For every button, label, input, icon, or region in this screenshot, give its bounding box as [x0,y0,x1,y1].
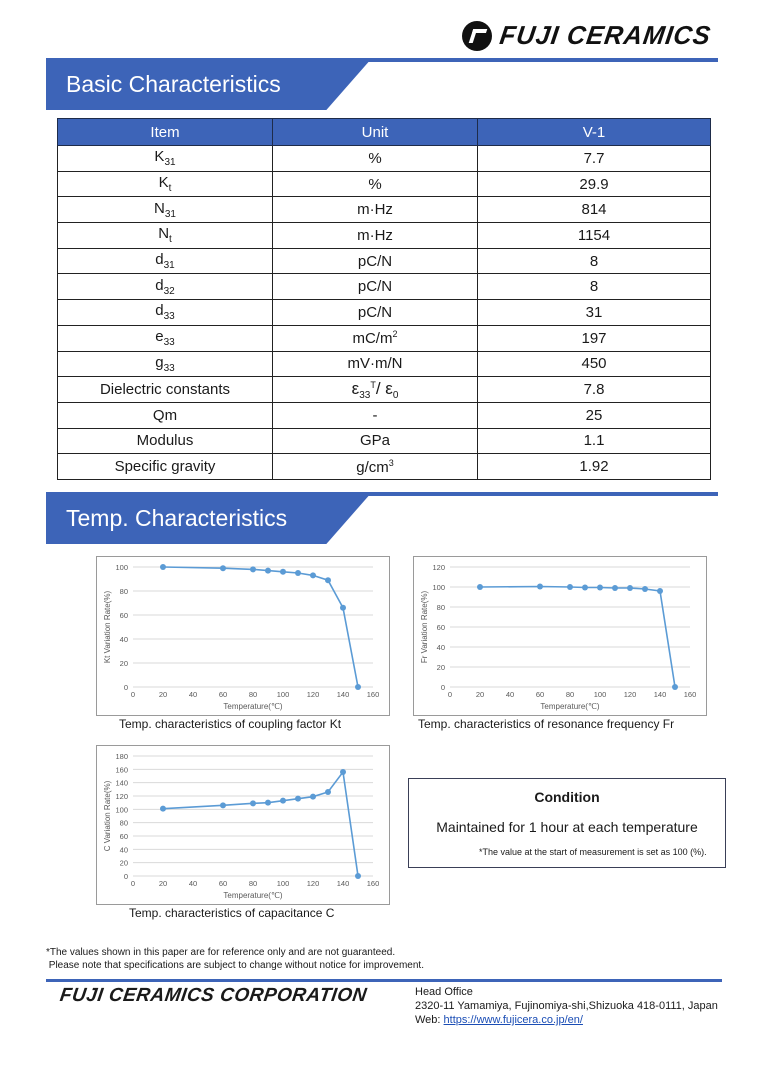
temp-section-header [46,492,718,544]
x-tick-label: 80 [565,690,575,699]
x-axis-label: Temperature(℃) [540,702,600,711]
cell-item: Qm [58,402,273,428]
table-row [58,248,711,274]
x-tick-label: 120 [306,690,320,699]
data-point [310,572,316,578]
x-tick-label: 160 [366,879,380,888]
y-tick-label: 160 [115,765,128,775]
x-tick-label: 40 [188,879,198,888]
table-row [58,146,711,172]
data-point [537,584,543,590]
x-tick-label: 80 [248,690,258,699]
data-point [310,794,316,800]
data-point [672,684,678,690]
y-tick-label: 0 [440,683,445,692]
company-logo [462,20,715,51]
cell-value: 25 [478,402,711,428]
x-tick-label: 0 [130,690,136,699]
cell-unit: m·Hz [273,223,478,249]
cell-value: 1.1 [478,428,711,454]
condition-title: Condition [534,789,600,805]
data-point [582,585,588,591]
cell-value: 1154 [478,223,711,249]
y-tick-label: 100 [115,805,128,815]
cell-item: $d_{32}$ [58,274,273,300]
data-point [597,585,603,591]
corporation-name: FUJI CERAMICS CORPORATION [58,985,369,1006]
fr-chart [413,556,707,716]
cell-item: $N_t$ [58,223,273,249]
logo-text: FUJI CERAMICS [497,20,714,50]
y-tick-label: 80 [119,818,128,828]
x-tick-label: 20 [158,879,168,888]
table-row [58,197,711,223]
spec-table [57,118,711,480]
table-row [58,454,711,480]
fr-chart-caption: Temp. characteristics of resonance frequency Fr [418,717,675,731]
x-tick-label: 40 [505,690,515,699]
x-tick-label: 140 [336,690,350,699]
data-point [280,798,286,804]
y-tick-label: 0 [123,872,128,881]
x-tick-label: 80 [248,879,258,888]
data-point [340,769,346,775]
data-point [295,796,301,802]
data-point [280,569,286,575]
data-point [220,565,226,571]
cell-value: 7.8 [478,377,711,403]
cell-item: $N_{31}$ [58,197,273,223]
x-tick-label: 20 [158,690,168,699]
cell-item: $K_t$ [58,171,273,197]
cell-unit: pC/N [273,248,478,274]
y-tick-label: 40 [436,643,445,652]
y-tick-label: 0 [123,683,128,692]
y-tick-label: 20 [119,659,128,668]
condition-body: Maintained for 1 hour at each temperature [436,819,698,835]
c-chart-svg [97,746,389,904]
data-point [160,564,166,570]
x-tick-label: 100 [593,690,607,699]
table-header-row [58,119,711,146]
x-tick-label: 0 [447,690,453,699]
basic-section-header [46,58,718,110]
cell-item: Specific gravity [58,454,273,480]
data-point [295,570,301,576]
table-row [58,223,711,249]
footer-rule [46,979,722,982]
table-row [58,377,711,403]
y-tick-label: 140 [115,778,128,788]
data-point [160,806,166,812]
cell-value: 197 [478,325,711,351]
series-line [480,587,675,688]
x-tick-label: 60 [218,879,228,888]
x-tick-label: 20 [475,690,485,699]
data-point [355,684,361,690]
x-axis-label: Temperature(℃) [223,702,283,711]
x-tick-label: 120 [623,690,637,699]
y-tick-label: 100 [115,563,128,572]
basic-section-title: Basic Characteristics [66,71,281,97]
cell-item: Modulus [58,428,273,454]
cell-value: 7.7 [478,146,711,172]
fr-chart-svg [414,557,706,715]
y-tick-label: 100 [432,583,445,592]
cell-item: $d_{31}$ [58,248,273,274]
cell-unit: % [273,146,478,172]
kt-chart [96,556,390,716]
data-point [325,789,331,795]
table-row [58,402,711,428]
col-header-unit: Unit [273,119,478,146]
x-tick-label: 160 [366,690,380,699]
data-point [477,584,483,590]
address-line: 2320-11 Yamamiya, Fujinomiya-shi,Shizuoka 418-0111, Japan [415,1000,718,1012]
series-line [163,567,358,687]
cell-value: 29.9 [478,171,711,197]
x-tick-label: 160 [683,690,697,699]
cell-unit: $g/cm^3$ [273,454,478,480]
table-row [58,428,711,454]
cell-unit: - [273,402,478,428]
cell-item: $e_{33}$ [58,325,273,351]
data-point [627,585,633,591]
x-tick-label: 100 [276,879,290,888]
cell-item: Dielectric constants [58,377,273,403]
cell-unit: % [273,171,478,197]
y-tick-label: 20 [436,663,445,672]
y-axis-label: C Variation Rate(%) [103,780,112,852]
x-axis-label: Temperature(℃) [223,891,283,900]
temp-section-title: Temp. Characteristics [66,505,288,531]
cell-unit: pC/N [273,300,478,326]
cell-unit: mV·m/N [273,351,478,377]
x-tick-label: 140 [336,879,350,888]
table-row [58,274,711,300]
data-point [657,588,663,594]
office-label: Head Office [415,986,473,998]
y-tick-label: 20 [119,858,128,868]
y-tick-label: 180 [115,752,128,761]
x-tick-label: 140 [653,690,667,699]
data-point [265,568,271,574]
data-point [325,577,331,583]
data-point [265,800,271,806]
cell-unit: $mC/m^2$ [273,325,478,351]
table-row [58,351,711,377]
x-tick-label: 120 [306,879,320,888]
cell-item: $g_{33}$ [58,351,273,377]
disclaimer [46,946,424,972]
cell-value: 1.92 [478,454,711,480]
head-office-address [415,985,718,1027]
y-tick-label: 40 [119,635,128,644]
cell-unit: pC/N [273,274,478,300]
disclaimer-line-1: *The values shown in this paper are for reference only and are not guaranteed. [46,947,396,958]
c-chart [96,745,390,905]
data-point [355,873,361,879]
cell-value: 8 [478,248,711,274]
x-tick-label: 60 [535,690,545,699]
y-tick-label: 60 [436,623,445,632]
kt-chart-caption: Temp. characteristics of coupling factor Kt [119,717,342,731]
cell-unit: GPa [273,428,478,454]
table-row [58,300,711,326]
y-tick-label: 120 [432,563,445,572]
y-tick-label: 60 [119,832,128,841]
logo-mark-icon [462,21,492,51]
x-tick-label: 40 [188,690,198,699]
y-tick-label: 60 [119,611,128,620]
data-point [340,605,346,611]
web-line [415,1013,718,1027]
condition-box [408,778,726,868]
cell-item: $d_{33}$ [58,300,273,326]
y-tick-label: 80 [436,603,445,612]
data-point [250,566,256,572]
data-point [612,585,618,591]
web-label: Web: [415,1014,441,1026]
kt-chart-svg [97,557,389,715]
cell-unit: $\varepsilon_{33}^T/$ $\varepsilon_0$ [273,377,478,403]
table-row [58,171,711,197]
x-tick-label: 100 [276,690,290,699]
series-line [163,772,358,876]
cell-value: 31 [478,300,711,326]
data-point [220,802,226,808]
web-link[interactable]: https://www.fujicera.co.jp/en/ [443,1014,583,1026]
table-row [58,325,711,351]
col-header-value: V-1 [478,119,711,146]
c-chart-caption: Temp. characteristics of capacitance C [129,906,335,920]
cell-value: 814 [478,197,711,223]
data-point [567,584,573,590]
data-point [250,800,256,806]
condition-note: *The value at the start of measurement is set as 100 (%). [479,847,707,857]
y-tick-label: 40 [119,845,128,855]
cell-item: $K_{31}$ [58,146,273,172]
cell-unit: m·Hz [273,197,478,223]
x-tick-label: 60 [218,690,228,699]
data-point [642,586,648,592]
cell-value: 8 [478,274,711,300]
y-axis-label: Fr Variation Rate(%) [420,590,429,664]
disclaimer-line-2: Please note that specifications are subject to change without notice for improvement. [46,960,424,971]
cell-value: 450 [478,351,711,377]
x-tick-label: 0 [130,879,136,888]
col-header-item: Item [58,119,273,146]
y-axis-label: Kt Variation Rate(%) [103,590,112,664]
y-tick-label: 80 [119,587,128,596]
y-tick-label: 120 [115,792,128,801]
